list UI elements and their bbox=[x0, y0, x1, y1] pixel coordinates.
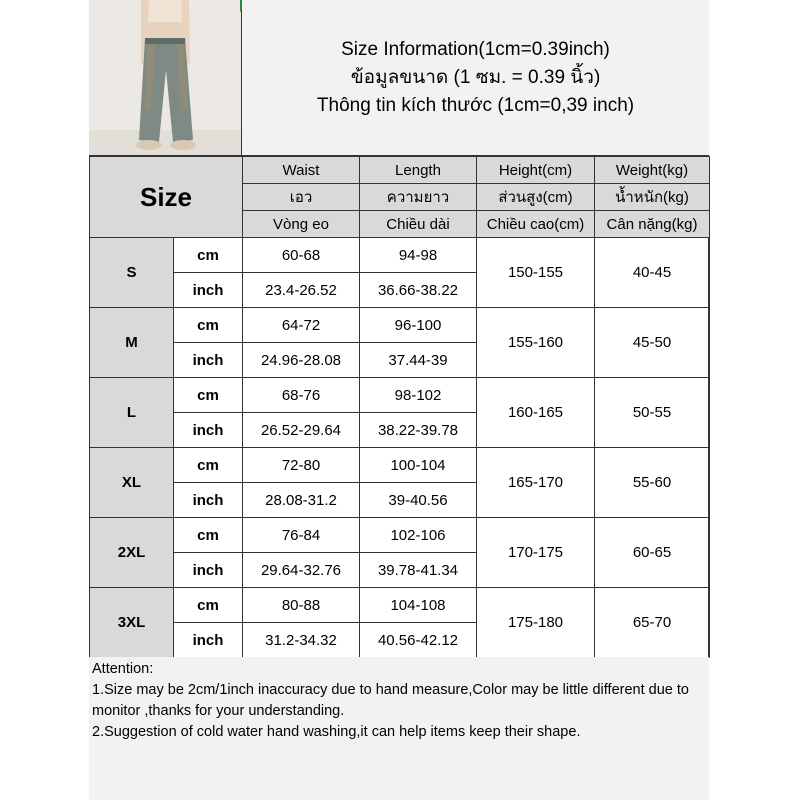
unit-cm: cm bbox=[174, 308, 243, 343]
waist-inch: 23.4-26.52 bbox=[243, 273, 360, 308]
col-length-th: ความยาว bbox=[360, 184, 477, 211]
height-range: 150-155 bbox=[477, 238, 595, 308]
waist-inch: 31.2-34.32 bbox=[243, 623, 360, 658]
title-english: Size Information(1cm=0.39inch) bbox=[341, 38, 610, 60]
unit-inch: inch bbox=[174, 623, 243, 658]
height-range: 175-180 bbox=[477, 588, 595, 658]
length-inch: 40.56-42.12 bbox=[360, 623, 477, 658]
size-header: Size bbox=[90, 157, 243, 238]
attention-notes bbox=[89, 657, 709, 800]
length-inch: 38.22-39.78 bbox=[360, 413, 477, 448]
col-height-vi: Chiều cao(cm) bbox=[477, 211, 595, 238]
attention-note-1: 1.Size may be 2cm/1inch inaccuracy due to hand measure,Color may be little different due to monitor ,thanks for your understanding. bbox=[92, 682, 689, 719]
col-waist-vi: Vòng eo bbox=[243, 211, 360, 238]
weight-range: 40-45 bbox=[595, 238, 710, 308]
size-chart-header bbox=[89, 0, 709, 156]
waist-cm: 60-68 bbox=[243, 238, 360, 273]
waist-cm: 76-84 bbox=[243, 518, 360, 553]
waist-cm: 68-76 bbox=[243, 378, 360, 413]
unit-inch: inch bbox=[174, 413, 243, 448]
height-range: 170-175 bbox=[477, 518, 595, 588]
weight-range: 55-60 bbox=[595, 448, 710, 518]
waist-inch: 26.52-29.64 bbox=[243, 413, 360, 448]
col-weight-en: Weight(kg) bbox=[595, 157, 710, 184]
height-range: 165-170 bbox=[477, 448, 595, 518]
unit-inch: inch bbox=[174, 343, 243, 378]
size-label: L bbox=[90, 378, 174, 448]
product-photo bbox=[89, 0, 242, 155]
length-cm: 94-98 bbox=[360, 238, 477, 273]
waist-cm: 72-80 bbox=[243, 448, 360, 483]
waist-inch: 29.64-32.76 bbox=[243, 553, 360, 588]
unit-cm: cm bbox=[174, 518, 243, 553]
size-info-titles bbox=[242, 0, 709, 155]
unit-cm: cm bbox=[174, 378, 243, 413]
col-weight-th: น้ำหนัก(kg) bbox=[595, 184, 710, 211]
length-inch: 37.44-39 bbox=[360, 343, 477, 378]
col-length-vi: Chiều dài bbox=[360, 211, 477, 238]
size-label: S bbox=[90, 238, 174, 308]
waist-cm: 80-88 bbox=[243, 588, 360, 623]
length-inch: 39.78-41.34 bbox=[360, 553, 477, 588]
weight-range: 50-55 bbox=[595, 378, 710, 448]
col-height-th: ส่วนสูง(cm) bbox=[477, 184, 595, 211]
size-table bbox=[89, 156, 710, 658]
col-waist-th: เอว bbox=[243, 184, 360, 211]
length-inch: 39-40.56 bbox=[360, 483, 477, 518]
col-weight-vi: Cân nặng(kg) bbox=[595, 211, 710, 238]
length-inch: 36.66-38.22 bbox=[360, 273, 477, 308]
length-cm: 102-106 bbox=[360, 518, 477, 553]
height-range: 160-165 bbox=[477, 378, 595, 448]
unit-cm: cm bbox=[174, 588, 243, 623]
unit-cm: cm bbox=[174, 238, 243, 273]
attention-title: Attention: bbox=[92, 661, 154, 677]
col-length-en: Length bbox=[360, 157, 477, 184]
waist-inch: 28.08-31.2 bbox=[243, 483, 360, 518]
unit-inch: inch bbox=[174, 273, 243, 308]
unit-cm: cm bbox=[174, 448, 243, 483]
jeans-model-image bbox=[89, 0, 242, 155]
size-label: XL bbox=[90, 448, 174, 518]
length-cm: 100-104 bbox=[360, 448, 477, 483]
attention-note-2: 2.Suggestion of cold water hand washing,it can help items keep their shape. bbox=[92, 724, 581, 740]
size-label: M bbox=[90, 308, 174, 378]
waist-cm: 64-72 bbox=[243, 308, 360, 343]
weight-range: 60-65 bbox=[595, 518, 710, 588]
length-cm: 104-108 bbox=[360, 588, 477, 623]
weight-range: 65-70 bbox=[595, 588, 710, 658]
unit-inch: inch bbox=[174, 483, 243, 518]
weight-range: 45-50 bbox=[595, 308, 710, 378]
title-vietnamese: Thông tin kích thước (1cm=0,39 inch) bbox=[316, 94, 635, 116]
unit-inch: inch bbox=[174, 553, 243, 588]
size-label: 3XL bbox=[90, 588, 174, 658]
col-height-en: Height(cm) bbox=[477, 157, 595, 184]
col-waist-en: Waist bbox=[243, 157, 360, 184]
height-range: 155-160 bbox=[477, 308, 595, 378]
title-thai: ข้อมูลขนาด (1 ซม. = 0.39 นิ้ว) bbox=[350, 66, 601, 88]
length-cm: 98-102 bbox=[360, 378, 477, 413]
length-cm: 96-100 bbox=[360, 308, 477, 343]
waist-inch: 24.96-28.08 bbox=[243, 343, 360, 378]
size-label: 2XL bbox=[90, 518, 174, 588]
